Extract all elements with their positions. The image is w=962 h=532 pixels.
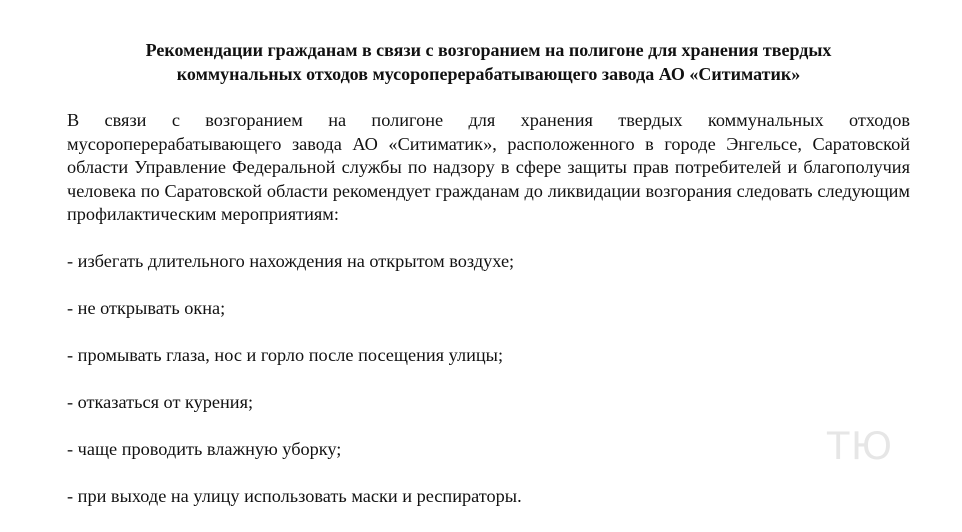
- watermark-logo: ТЮ: [826, 424, 893, 468]
- list-item: - при выходе на улицу использовать маски и респираторы.: [67, 485, 522, 506]
- title-line-2: коммунальных отходов мусороперерабатывающего завода АО «Ситиматик»: [176, 64, 801, 84]
- list-item: - промывать глаза, нос и горло после посещения улицы;: [67, 344, 504, 365]
- recommendations-list: [67, 250, 910, 532]
- document: [67, 38, 910, 532]
- intro-paragraph: В связи с возгоранием на полигоне для хранения твердых коммунальных отходов мусороперерабатывающего завода АО «Ситиматик», расположенного в городе Энгельсе, Саратовской области Управление Федеральной службы по надзору в сфере защиты прав потребителей и благополучия человека по Саратовской области рекомендует гражданам до ликвидации возгорания следовать следующим профилактическим мероприятиям:: [67, 110, 910, 224]
- list-item: - отказаться от курения;: [67, 391, 254, 412]
- title-line-1: Рекомендации гражданам в связи с возгоранием на полигоне для хранения твердых: [145, 40, 832, 60]
- document-title: [67, 38, 910, 86]
- list-item: - чаще проводить влажную уборку;: [67, 438, 342, 459]
- list-item: - не открывать окна;: [67, 297, 226, 318]
- list-item: - избегать длительного нахождения на открытом воздухе;: [67, 250, 515, 271]
